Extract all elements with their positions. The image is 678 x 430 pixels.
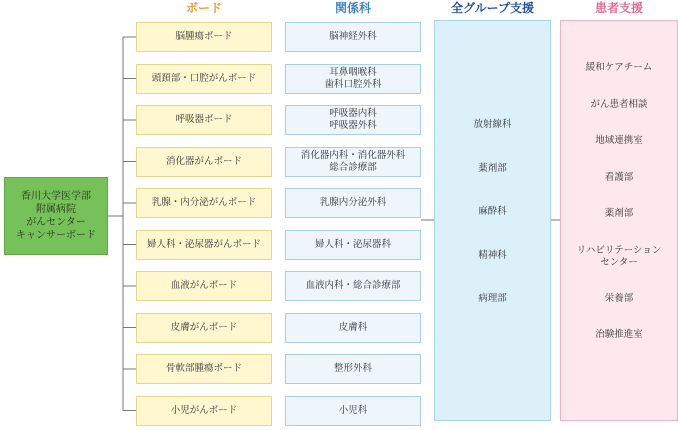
support-item: 病理部 <box>478 293 507 304</box>
root-cancer-board: 香川大学医学部 附属病院 がんセンター キャンサーボード <box>4 177 108 255</box>
patient-panel <box>560 20 678 421</box>
patient-item: 栄養部 <box>604 292 634 304</box>
support-panel <box>434 20 551 421</box>
dept-box: 耳鼻咽喉科 歯科口腔外科 <box>285 64 421 94</box>
patient-item: 薬剤部 <box>604 208 634 219</box>
dept-box: 小児科 <box>285 396 421 426</box>
dept-box: 呼吸器内科 呼吸器外科 <box>285 105 421 135</box>
patient-item: 緩和ケアチーム <box>585 62 653 73</box>
header-dept: 関係科 <box>334 1 371 15</box>
support-item: 麻酔科 <box>478 206 507 217</box>
dept-box: 皮膚科 <box>285 313 421 343</box>
dept-box: 血液内科・総合診療部 <box>285 271 421 301</box>
header-patient: 患者支援 <box>594 1 643 15</box>
dept-box: 婦人科・泌尿器科 <box>285 230 421 260</box>
support-item: 精神科 <box>478 249 507 261</box>
board-box: 乳腺・内分泌がんボード <box>136 188 272 218</box>
patient-item: 地域連携室 <box>595 135 643 146</box>
board-box: 脳腫瘍ボード <box>136 22 272 52</box>
board-box: 頭頚部・口腔がんボード <box>136 64 272 94</box>
patient-item: リハビリテーション センター <box>576 244 662 268</box>
board-box: 血液がんボード <box>136 271 272 301</box>
board-box: 骨軟部腫瘍ボード <box>136 354 272 384</box>
dept-box: 脳神経外科 <box>285 22 421 52</box>
board-box: 消化器がんボード <box>136 147 272 177</box>
support-item: 薬剤部 <box>478 162 507 174</box>
dept-box: 消化器内科・消化器外科 総合診療部 <box>285 147 421 177</box>
board-box: 小児がんボード <box>136 396 272 426</box>
patient-item: がん患者相談 <box>590 98 648 110</box>
board-box: 皮膚がんボード <box>136 313 272 343</box>
board-box: 呼吸器ボード <box>136 105 272 135</box>
dept-box: 整形外科 <box>285 354 421 384</box>
patient-item: 看護部 <box>604 171 634 183</box>
support-item: 放射線科 <box>473 119 512 130</box>
header-board: ボード <box>185 1 222 15</box>
board-box: 婦人科・泌尿器がんボード <box>136 230 272 260</box>
dept-box: 乳腺内分泌外科 <box>285 188 421 218</box>
patient-item: 治験推進室 <box>595 329 643 340</box>
header-support: 全グループ支援 <box>450 1 535 15</box>
